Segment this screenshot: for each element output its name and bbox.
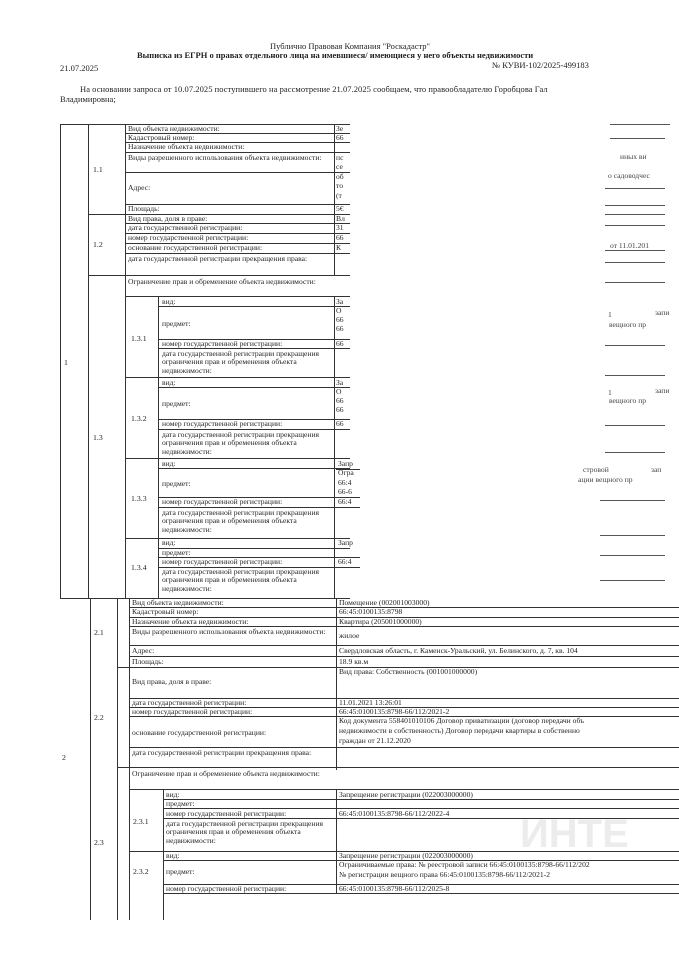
section-number: 1.3.4 [131,563,147,572]
cell-value: 66 [336,406,344,414]
field-label: Кадастровый номер: [132,608,199,616]
field-label: дата государственной регистрации прекращения ограничения прав и обременения объекта недвижимости: [162,568,320,593]
cell-value: 66 [336,134,344,142]
cell-value: О [336,388,342,396]
field-label: дата государственной регистрации прекращения ограничения прав и обременения объекта недвижимости: [166,820,324,845]
cell-value: О [336,307,342,315]
field-label: Вид объекта недвижимости: [132,599,224,607]
intro-text-line1: На основании запроса от 10.07.2025 поступившего на рассмотрение 21.07.2025 сообщаем, что правообладателю Горобцова Гал [80,84,548,94]
bleed-text: стровой [583,465,609,474]
field-label: вид: [162,298,176,306]
restriction-type-value: Запрещение регистрации (022003000000) [339,852,473,860]
cell-value: Огра [338,469,354,477]
field-label: дата государственной регистрации: [128,224,243,232]
restriction-type-value: Запрещение регистрации (022003000000) [339,791,473,799]
field-label: вид: [162,379,176,387]
restriction-number-value: 66:45:0100135:8798-66/112/2022-4 [339,810,450,818]
bleed-text: зап [651,465,662,474]
field-label: предмет: [166,868,195,876]
section-number: 1.3 [93,433,103,442]
field-label: предмет: [162,320,191,328]
document-date: 21.07.2025 [60,63,99,73]
field-label: основание государственной регистрации: [128,244,263,252]
section-number: 2.2 [94,713,104,722]
field-label: вид: [162,539,176,547]
cell-value: За [336,298,344,306]
field-label: предмет: [162,400,191,408]
field-label: Вид права, доля в праве: [128,215,208,223]
document-number: № КУВИ-102/2025-499183 [492,60,589,70]
field-label: номер государственной регистрации: [162,420,283,428]
field-label: Назначение объекта недвижимости: [128,143,245,151]
cell-value: За [336,379,344,387]
cell-value: пс [336,154,344,162]
section-number: 2.1 [94,628,104,637]
permitted-use-value: жилое [339,632,360,640]
cell-value: се [336,163,343,171]
bleed-text: 1 [608,310,612,319]
bleed-text: запи [655,386,670,395]
area-value: 18.9 кв.м [339,658,369,666]
field-label: номер государственной регистрации: [166,885,287,893]
cell-value: К [336,244,342,252]
cell-value: Вл [336,215,345,223]
field-label: Адрес: [128,184,151,192]
cell-value: Запр [338,460,353,468]
bleed-text: иных ви [620,152,647,161]
cell-value: 66 [336,420,344,428]
registration-basis-value: Код документа 558401010106 Договор приватизации (договор передачи объ [339,717,585,725]
field-label: номер государственной регистрации: [166,810,287,818]
section-number: 1.3.3 [131,494,147,503]
section-number: 1 [64,358,68,367]
cell-value: 31 [336,224,344,232]
bleed-text: ации вещного пр [578,475,633,484]
bleed-text: вещного пр [609,320,647,329]
field-label: Назначение объекта недвижимости: [132,618,249,626]
cell-value: 66-6 [338,488,352,496]
section-number: 2.3 [94,838,104,847]
object-type-value: Помещение (002001003000) [339,599,430,607]
purpose-value: Квартира (205001000000) [339,618,422,626]
section-number: 2 [62,753,66,762]
cell-value: то [336,182,344,190]
cell-value: 66 [336,234,344,242]
cell-value: Запр [338,539,353,547]
field-label: Адрес: [132,647,155,655]
cell-value: 5€ [336,205,344,213]
field-label: Вид права, доля в праве: [132,678,212,686]
bleed-text: вещного пр [609,396,647,405]
address-value: Свердловская область, г. Каменск-Уральский, ул. Белинского, д. 7, кв. 104 [339,647,578,655]
bleed-text: запи [655,308,670,317]
field-label: номер государственной регистрации: [162,498,283,506]
field-label: Площадь: [132,658,164,666]
registration-basis-value: недвижимости в собственность) Договор передачи квартиры в собственно [339,727,580,735]
cell-value: 66 [336,325,344,333]
field-label: Ограничение прав и обременение объекта недвижимости: [128,278,316,286]
field-label: дата государственной регистрации прекращения ограничения прав и обременения объекта недвижимости: [162,509,320,534]
field-label: номер государственной регистрации: [128,234,249,242]
section-number: 1.3.1 [131,334,147,343]
registration-basis-value: граждан от 21.12.2020 [339,737,411,745]
bleed-text: о садоводчес [608,171,650,180]
field-label: номер государственной регистрации: [132,708,253,716]
restriction-subject-value: Ограничиваемые права: № реестровой записи 66:45:0100135:8798-66/112/202 [339,861,590,869]
field-label: Виды разрешенного использования объекта недвижимости: [132,628,326,636]
cell-value: Зе [336,125,344,133]
section-number: 1.2 [93,240,103,249]
field-label: дата государственной регистрации прекращения ограничения прав и обременения объекта недвижимости: [162,431,320,456]
field-label: дата государственной регистрации прекращения права: [128,255,308,263]
cell-value: 66:4 [338,558,352,566]
cell-value: об [336,173,344,181]
field-label: вид: [162,460,176,468]
field-label: Кадастровый номер: [128,134,195,142]
restriction-number-value: 66:45:0100135:8798-66/112/2025-8 [339,885,450,893]
field-label: предмет: [162,549,191,557]
section-number: 2.3.2 [133,867,149,876]
field-label: дата государственной регистрации прекращения ограничения прав и обременения объекта недвижимости: [162,350,320,375]
stamp-watermark: ИНТЕ [520,812,629,856]
right-type-value: Вид права: Собственность (001001000000) [339,668,478,676]
section-number: 2.3.1 [133,817,149,826]
field-label: номер государственной регистрации: [162,340,283,348]
org-name: Публично Правовая Компания "Роскадастр" [270,41,431,51]
field-label: основание государственной регистрации: [132,729,267,737]
registration-date-value: 11.01.2021 13:26:01 [339,699,402,707]
section-number: 1.1 [93,165,103,174]
field-label: предмет: [166,800,195,808]
cell-value: 66 [336,397,344,405]
field-label: Площадь: [128,205,160,213]
bleed-text: 1 [608,388,612,397]
field-label: Ограничение прав и обременение объекта недвижимости: [132,770,320,778]
field-label: Вид объекта недвижимости: [128,125,220,133]
restriction-subject-value: № регистрации вещного права 66:45:0100135:8798-66/112/2021-2 [339,871,551,879]
cell-value: (т [336,192,342,200]
field-label: вид: [166,791,180,799]
cell-value: 66 [336,316,344,324]
cell-value: 66:4 [338,498,352,506]
field-label: Виды разрешенного использования объекта недвижимости: [128,154,322,162]
intro-text-line2: Владимировна; [60,94,116,104]
cell-value: 66 [336,340,344,348]
bleed-text: от 11.01.201 [610,241,650,250]
field-label: номер государственной регистрации: [162,558,283,566]
cadastral-number-value: 66:45:0100135:8798 [339,608,403,616]
registration-number-value: 66:45:0100135:8798-66/112/2021-2 [339,708,450,716]
field-label: дата государственной регистрации прекращения права: [132,749,312,757]
cell-value: 66:4 [338,479,352,487]
field-label: вид: [166,852,180,860]
field-label: дата государственной регистрации: [132,699,247,707]
document-title: Выписка из ЕГРН о правах отдельного лица на имевшиеся/ имеющиеся у него объекты недвижимости [137,50,534,60]
field-label: предмет: [162,480,191,488]
section-number: 1.3.2 [131,414,147,423]
